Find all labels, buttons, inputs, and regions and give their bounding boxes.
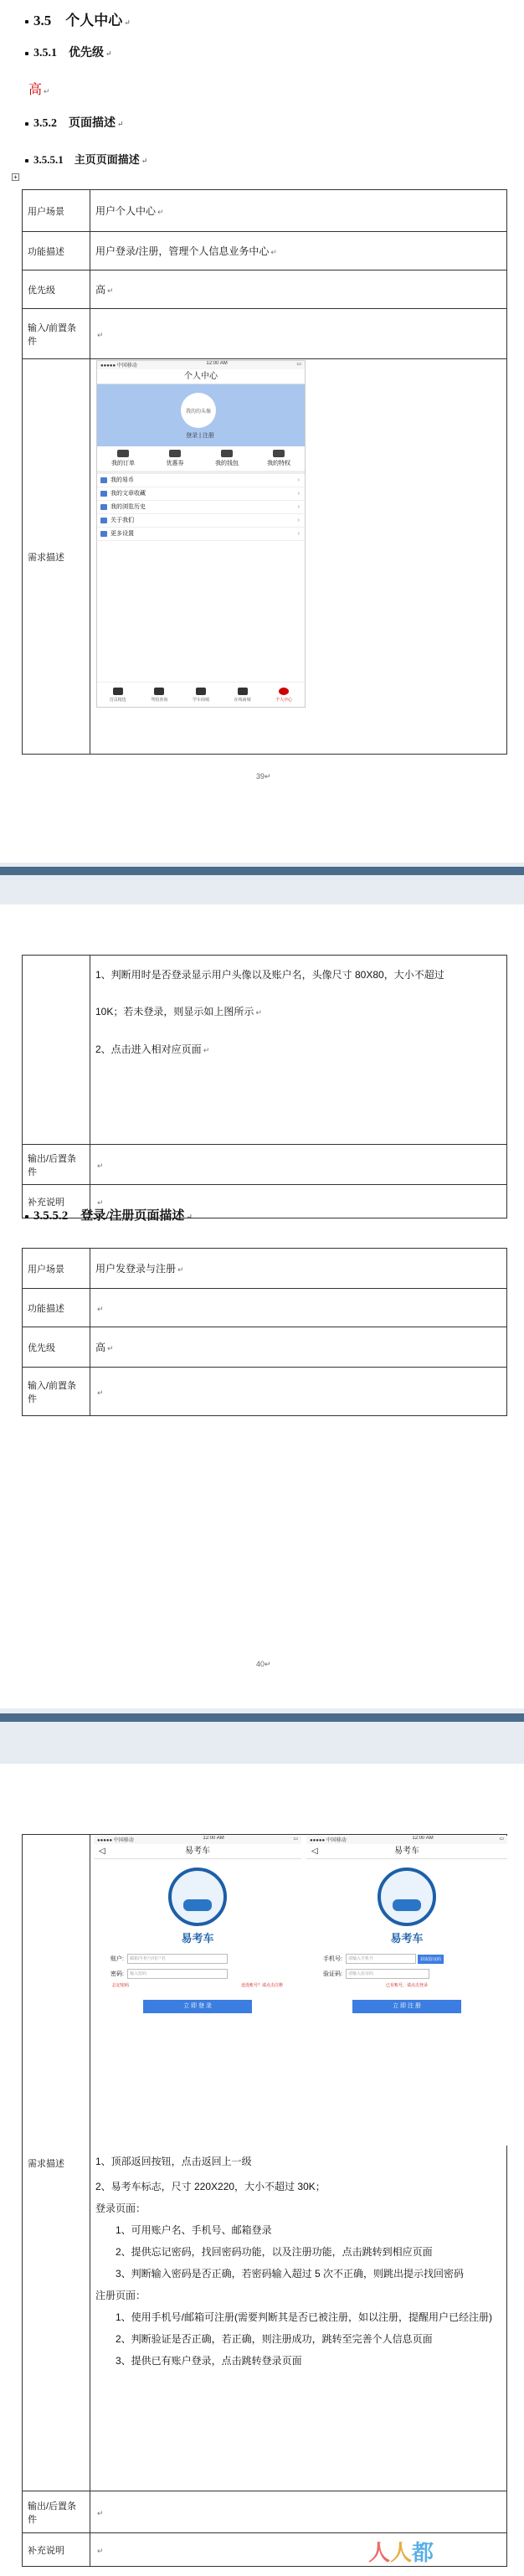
row-key: 功能描述 xyxy=(23,232,90,270)
row-key xyxy=(23,956,90,1145)
profile-banner xyxy=(97,384,305,446)
mock-title: ◁ 易考车 xyxy=(94,1844,301,1859)
register-button[interactable]: 立 即 注 册 xyxy=(352,2000,461,2013)
row-value: ↵ xyxy=(90,1289,507,1327)
page-2 xyxy=(0,904,524,1708)
login-button[interactable]: 立 即 登 录 xyxy=(143,2000,252,2013)
list-item[interactable]: 我的文章收藏 › xyxy=(97,487,305,501)
page-divider xyxy=(0,867,524,875)
forgot-password-link[interactable]: 忘记密码 xyxy=(112,1983,130,1988)
requirement-text: 1、判断用时是否登录显示用户头像以及账户名，头像尺寸 80X80，大小不超过 10K；若未登录，则显示如上图所示 ↵ 2、点击进入相对应页面 ↵ xyxy=(90,956,507,1145)
row-key: 需求描述 xyxy=(23,1835,90,2491)
car-icon xyxy=(113,688,123,695)
password-row: 密码: 输入密码 xyxy=(110,1969,301,1979)
tab-me[interactable]: 个人中心 xyxy=(275,688,292,703)
battery-icon: ▭ xyxy=(499,1837,504,1842)
history-icon xyxy=(100,504,107,510)
quick-wallet[interactable]: 我的钱包 xyxy=(203,450,250,467)
brand-name: 易考车 xyxy=(181,1932,214,1945)
row-key: 输出/后置条件 xyxy=(23,2491,90,2533)
tab-school[interactable]: 驾校查询 xyxy=(151,688,167,703)
page-3 xyxy=(0,1764,524,2576)
car-icon xyxy=(117,450,129,457)
mock-title: 个人中心 xyxy=(97,369,305,384)
coupon-icon xyxy=(169,450,181,457)
list-item[interactable]: 我的浏览历史 › xyxy=(97,501,305,514)
eye-icon xyxy=(273,450,285,457)
account-input[interactable]: 邮箱/手机号/用户名 xyxy=(127,1954,228,1964)
brand-logo xyxy=(378,1868,436,1926)
register-link[interactable]: 还没账号？请点击注册 xyxy=(240,1983,283,1988)
row-key: 用户场景 xyxy=(23,1249,90,1289)
back-icon[interactable]: ◁ xyxy=(311,1847,318,1856)
phone-input[interactable]: 请输入手机号 xyxy=(346,1954,416,1964)
person-icon xyxy=(279,688,289,695)
requirement-text: 1、顶部返回按钮，点击返回上一级 2、易考车标志，尺寸 220X220，大小不超过 30K； 登录页面： 1、可用账户名、手机号、邮箱登录 2、提供忘记密码，找回密码功能，以及注册功能，点击跳转到相应页面 3、判断输入密码是否正确，若密码输入超过 5 次不正确，则跳出提示找回密码 注册页面： 1、使用手机号/邮箱可注册(需要判断其是否已被注册，如以注册，提醒用户已经注册) 2、判断验证是否正确，若正确，则注册成功，跳转至完善个人信息页面 3、提供已有账户登录，点击跳转登录页面 xyxy=(90,1835,507,2491)
brand-logo xyxy=(168,1868,227,1926)
row-value: ↵ xyxy=(90,2491,507,2533)
bag-icon xyxy=(196,688,206,695)
row-value: ↵ xyxy=(90,1185,507,1218)
register-links xyxy=(325,1982,489,1988)
quick-coupons[interactable]: 优惠券 xyxy=(152,450,198,467)
list-item[interactable]: 更多设置 › xyxy=(97,528,305,541)
status-bar: ●●●●● 中国移动 12:00 AM ▭ xyxy=(306,1836,507,1844)
row-key: 优先级 xyxy=(23,1327,90,1368)
page-divider xyxy=(0,1713,524,1722)
row-key: 功能描述 xyxy=(23,1289,90,1327)
page-number: 40↵ xyxy=(256,1660,271,1668)
phone-row: 手机号: 请输入手机号 获取验证码 xyxy=(323,1954,507,1964)
back-icon[interactable]: ◁ xyxy=(99,1847,105,1856)
bottom-tab-bar xyxy=(97,682,305,707)
row-key: 补充说明 xyxy=(23,2533,90,2567)
row-value: 用户发登录与注册 ↵ xyxy=(90,1249,507,1289)
row-value: ↵ xyxy=(90,1145,507,1185)
coin-icon xyxy=(100,477,107,483)
row-value: ↵ xyxy=(90,309,507,359)
code-row: 验证码: 请输入验证码 xyxy=(323,1969,507,1979)
login-links xyxy=(112,1982,283,1988)
list-item[interactable]: 关于我们 › xyxy=(97,514,305,528)
row-key: 输出/后置条件 xyxy=(23,1145,90,1185)
row-key: 需求描述 xyxy=(23,359,90,755)
account-row: 账户: 邮箱/手机号/用户名 xyxy=(110,1954,301,1964)
list-item[interactable]: 我的易币 › xyxy=(97,474,305,487)
brand-name: 易考车 xyxy=(390,1932,424,1945)
row-value: 用户个人中心 ↵ xyxy=(90,190,507,232)
register-mockup xyxy=(306,1836,507,2146)
heading-3-5: 3.5 个人中心 ↵ xyxy=(25,8,131,29)
row-key: 输入/前置条件 xyxy=(23,1368,90,1416)
battery-icon: ▭ xyxy=(296,362,301,367)
shop-icon xyxy=(238,688,248,695)
login-spec-table xyxy=(22,1248,507,1416)
homepage-spec-table-cont xyxy=(22,955,507,1218)
get-code-button[interactable]: 获取验证码 xyxy=(418,1955,444,1964)
login-register-link[interactable]: 登录 | 注册 xyxy=(186,433,214,439)
wallet-icon xyxy=(221,450,233,457)
status-bar: ●●●●● 中国移动 12:00 AM ▭ xyxy=(97,361,305,369)
heading-3-5-5-2: 3.5.5.2 登录/注册页面描述 ↵ xyxy=(25,1206,193,1224)
login-mockup xyxy=(94,1836,301,2146)
watermark-logo: 人人都 xyxy=(368,2541,434,2566)
people-icon xyxy=(100,518,107,523)
row-key: 输入/前置条件 xyxy=(23,309,90,359)
gear-icon xyxy=(100,531,107,537)
row-value: ↵ xyxy=(90,1368,507,1416)
road-icon xyxy=(154,688,164,695)
tab-shop[interactable]: 在线商城 xyxy=(234,688,251,703)
heading-3-5-2: 3.5.2 页面描述 ↵ xyxy=(25,114,124,131)
row-value: 用户登录/注册，管理个人信息业务中心 ↵ xyxy=(90,232,507,270)
personal-center-mockup xyxy=(96,360,306,708)
heading-3-5-5-1: 3.5.5.1 主页页面描述 ↵ xyxy=(25,151,147,167)
quick-orders[interactable]: 我的订单 xyxy=(100,450,146,467)
status-bar: ●●●●● 中国移动 12:00 AM ▭ xyxy=(94,1836,301,1844)
code-input[interactable]: 请输入验证码 xyxy=(346,1969,429,1979)
row-key: 补充说明 xyxy=(23,1185,90,1218)
priority-value: 高 ↵ xyxy=(28,83,50,97)
battery-icon: ▭ xyxy=(293,1837,298,1842)
password-input[interactable]: 输入密码 xyxy=(127,1969,228,1979)
tab-home[interactable]: 首页精选 xyxy=(110,688,126,703)
tab-mall[interactable]: 学车商城 xyxy=(193,688,209,703)
row-key: 优先级 xyxy=(23,270,90,309)
quick-privilege[interactable]: 我的特权 xyxy=(255,450,302,467)
row-key: 用户场景 xyxy=(23,190,90,232)
row-value: 高 ↵ xyxy=(90,270,507,309)
table-anchor-icon[interactable]: + xyxy=(12,173,19,181)
heading-3-5-1: 3.5.1 优先级 ↵ xyxy=(25,44,112,60)
have-account-link[interactable]: 已有账号，请点击登录 xyxy=(385,1983,428,1988)
quick-actions xyxy=(97,446,305,474)
page-1 xyxy=(0,0,524,863)
avatar[interactable]: 我的的头像 xyxy=(181,393,216,428)
menu-list xyxy=(97,474,305,541)
row-value: ↵ xyxy=(90,2533,507,2567)
page-number: 39↵ xyxy=(256,772,271,781)
star-icon xyxy=(100,491,107,497)
row-value: 高 ↵ xyxy=(90,1327,507,1368)
mock-title: ◁ 易考车 xyxy=(306,1844,507,1859)
